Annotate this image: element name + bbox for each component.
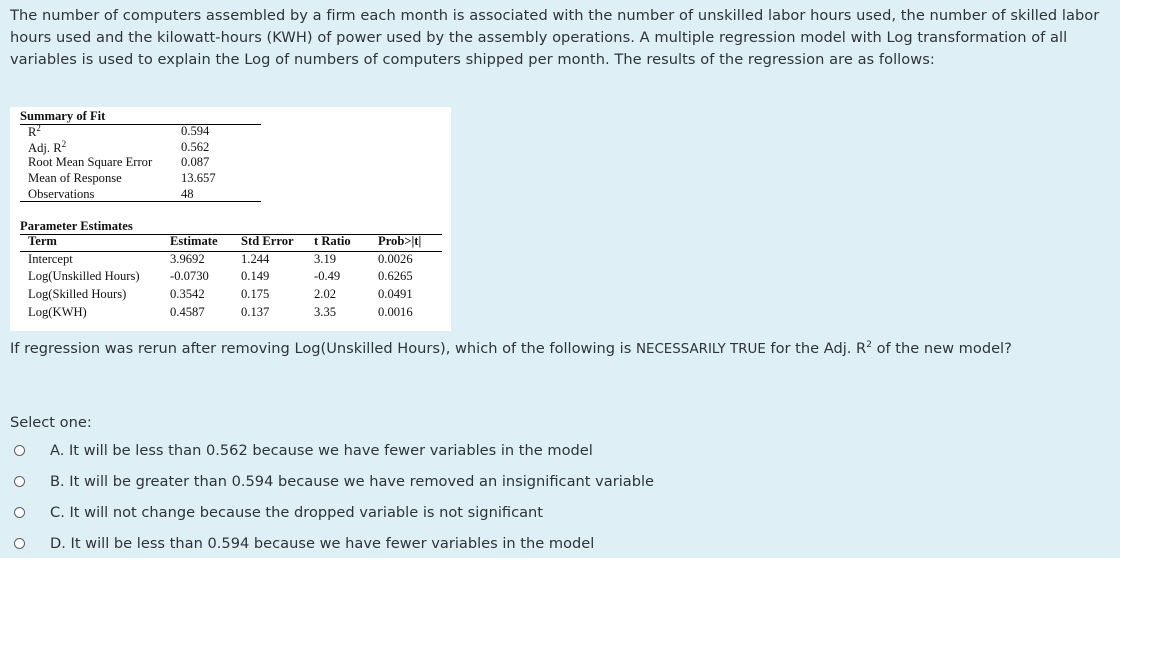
- header-term: Term: [28, 234, 57, 248]
- summary-label-adj-r2: Adj. $R^2$: [28, 139, 67, 156]
- summary-rule-top: [20, 124, 261, 125]
- option-c[interactable]: [14, 502, 544, 522]
- header-estimate: Estimate: [170, 234, 218, 248]
- summary-value-adj-r2: 0.562: [181, 140, 210, 154]
- row-intercept-term: Intercept: [28, 252, 73, 266]
- row-unskilled-term: Log(Unskilled Hours): [28, 269, 140, 283]
- row-kwh-t-ratio: 3.35: [314, 305, 337, 319]
- summary-of-fit-title: Summary of Fit: [20, 109, 106, 123]
- row-unskilled-std-error: 0.149: [241, 269, 270, 283]
- row-skilled-prob: 0.0491: [378, 287, 413, 301]
- option-c-label[interactable]: C. It will not change because the dropped variable is not significant: [50, 503, 544, 521]
- question-text: [10, 340, 1012, 357]
- option-d-label[interactable]: D. It will be less than 0.594 because we have fewer variables in the model: [50, 534, 595, 552]
- radio-button-b[interactable]: [14, 476, 25, 487]
- row-kwh-std-error: 0.137: [241, 305, 270, 319]
- row-intercept-t-ratio: 3.19: [314, 252, 337, 266]
- option-d[interactable]: [14, 533, 595, 553]
- row-intercept-prob: 0.0026: [378, 252, 413, 266]
- select-one-label: Select one:: [10, 414, 92, 431]
- row-skilled-t-ratio: 2.02: [314, 287, 337, 301]
- row-skilled-estimate: 0.3542: [170, 287, 205, 301]
- summary-value-rmse: 0.087: [181, 155, 210, 169]
- header-std-error: Std Error: [241, 234, 294, 248]
- row-intercept-estimate: 3.9692: [170, 252, 205, 266]
- summary-rule-bottom: [20, 201, 261, 202]
- regression-output-image: [10, 107, 451, 331]
- parameter-estimates-title: Parameter Estimates: [20, 219, 133, 233]
- row-kwh-term: Log(KWH): [28, 305, 87, 319]
- question-middle: for the Adj. R: [765, 340, 867, 357]
- header-prob: Prob>|t|: [378, 234, 422, 248]
- summary-value-observations: 48: [181, 187, 194, 201]
- question-superscript: 2: [866, 340, 872, 351]
- row-skilled-term: Log(Skilled Hours): [28, 287, 127, 301]
- question-suffix: of the new model?: [871, 340, 1012, 357]
- row-unskilled-prob: 0.6265: [378, 269, 413, 283]
- option-a-label[interactable]: A. It will be less than 0.562 because we have fewer variables in the model: [50, 441, 593, 459]
- row-kwh-estimate: 0.4587: [170, 305, 205, 319]
- row-kwh-prob: 0.0016: [378, 305, 413, 319]
- summary-label-mean-response: Mean of Response: [28, 171, 122, 185]
- summary-label-observations: Observations: [28, 187, 95, 201]
- question-prefix: If regression was rerun after removing Log(Unskilled Hours), which of the following is: [10, 340, 636, 357]
- question-intro-text: The number of computers assembled by a firm each month is associated with the number of unskilled labor hours used, the number of skilled labor hours used and the kilowatt-hours (KWH) of power used by the assembly operations. A multiple regression model with Log transformation of all variables is used to explain the Log of numbers of computers shipped per month. The results of the regression are as follows:: [10, 7, 1100, 68]
- row-unskilled-estimate: -0.0730: [170, 269, 209, 283]
- row-unskilled-t-ratio: -0.49: [314, 269, 341, 283]
- summary-label-rmse: Root Mean Square Error: [28, 155, 153, 169]
- row-intercept-std-error: 1.244: [241, 252, 270, 266]
- summary-value-mean-response: 13.657: [181, 171, 216, 185]
- radio-button-a[interactable]: [14, 445, 25, 456]
- summary-label-r2: $R^2$: [28, 123, 41, 140]
- option-b[interactable]: [14, 471, 655, 491]
- row-skilled-std-error: 0.175: [241, 287, 270, 301]
- option-a[interactable]: [14, 440, 593, 460]
- question-emphasis: NECESSARILY TRUE: [635, 342, 766, 357]
- summary-value-r2: 0.594: [181, 124, 210, 138]
- header-t-ratio: t Ratio: [314, 234, 351, 248]
- radio-button-c[interactable]: [14, 507, 25, 518]
- option-b-label[interactable]: B. It will be greater than 0.594 because we have removed an insignificant variable: [50, 472, 655, 490]
- radio-button-d[interactable]: [14, 538, 25, 549]
